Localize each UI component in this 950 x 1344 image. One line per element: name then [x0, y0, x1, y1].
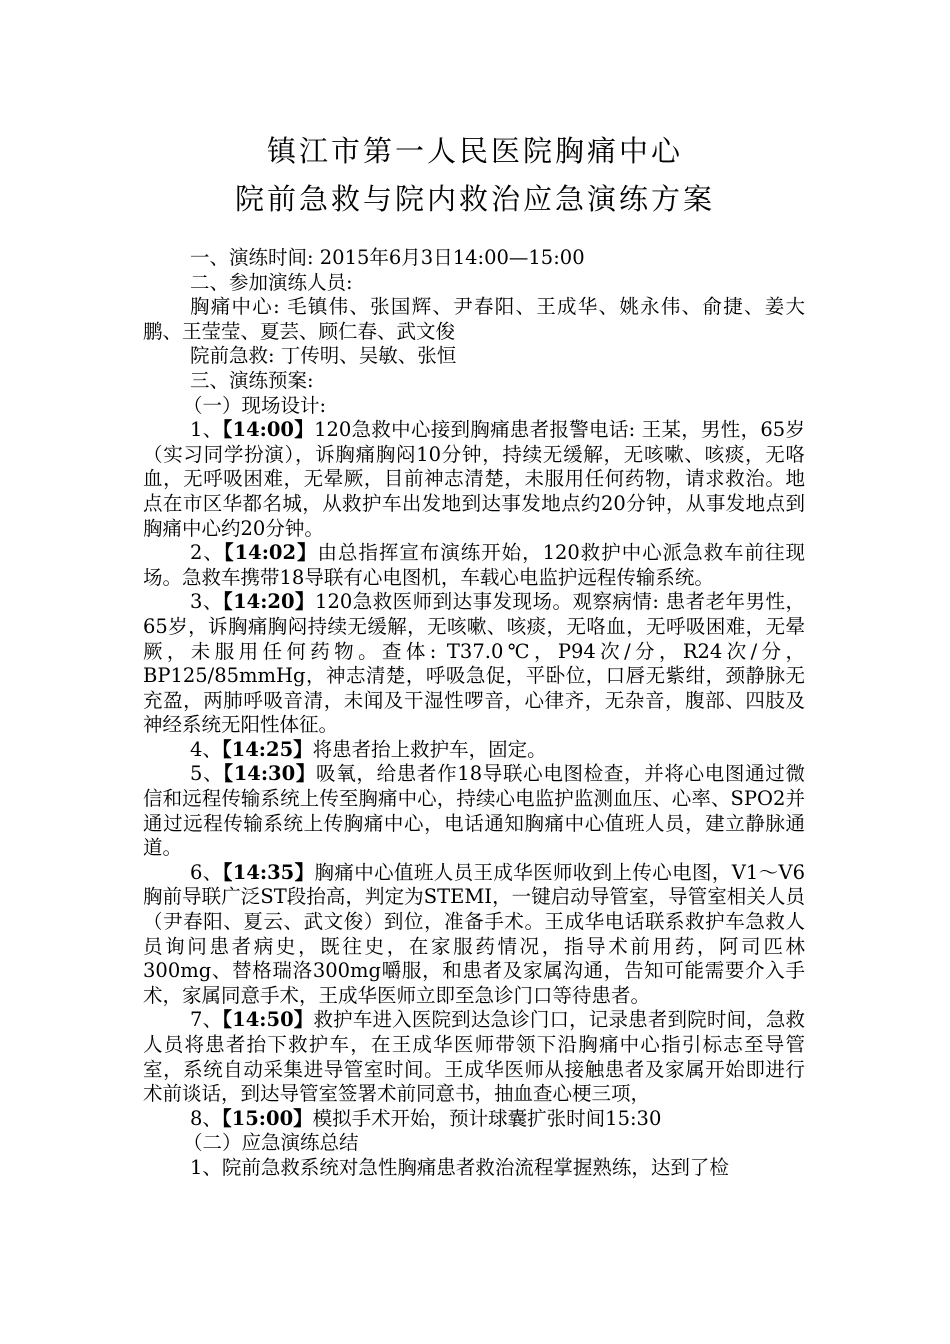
summary-item-1 — [143, 1156, 805, 1181]
step-text: 模拟手术开始，预计球囊扩张时间15:30 — [312, 1106, 662, 1130]
step-time: 【14:25】 — [221, 737, 313, 761]
step-number: 3、 — [190, 590, 223, 614]
participants-chest-pain-center: 胸痛中心: 毛镇伟、张国辉、尹春阳、王成华、姚永伟、俞捷、姜大鹏、王莹莹、夏芸、顾仁春、武文俊 — [143, 295, 805, 343]
step-number: 7、 — [190, 1008, 223, 1032]
step-time: 【14:20】 — [222, 590, 316, 614]
step-text: 由总指挥宣布演练开始，120救护中心派急救车前往现场。急救车携带18导联有心电图机，车载心电监护远程传输系统。 — [143, 541, 805, 589]
step-text: 吸氧，给患者作18导联心电图检查，并将心电图通过微信和远程传输系统上传至胸痛中心，持续心电监护监测血压、心率、SPO2并通过远程传输系统上传胸痛中心，电话通知胸痛中心值班人员，建立静脉通道。 — [143, 762, 805, 860]
section-participants: 二、参加演练人员: — [190, 270, 353, 294]
step-8 — [143, 1107, 805, 1132]
step-time: 【14:02】 — [223, 541, 318, 565]
step-text: 救护车进入医院到达急诊门口，记录患者到院时间，急救人员将患者抬下救护车，在王成华医师带领下沿胸痛中心指引标志至导管室，系统自动采集进导管室时间。王成华医师从接触患者及家属开始即进行术前谈话，到达导管室签署术前同意书，抽血查心梗三项， — [143, 1008, 805, 1106]
step-3 — [143, 590, 805, 738]
step-time: 【14:35】 — [222, 860, 315, 884]
step-time: 【14:50】 — [222, 1008, 314, 1032]
step-number: 1、 — [190, 418, 223, 442]
step-1 — [143, 418, 805, 541]
step-2 — [143, 541, 805, 590]
summary-number: 1、 — [190, 1155, 222, 1179]
document-title-line1: 镇江市第一人民医院胸痛中心 — [266, 134, 683, 168]
step-number: 6、 — [190, 860, 223, 884]
step-number: 4、 — [190, 737, 222, 761]
step-text: 120急救中心接到胸痛患者报警电话: 王某，男性，65岁（实习同学扮演），诉胸痛胸闷10分钟，持续无缓解，无咳嗽、咳痰，无咯血，无呼吸困难，无晕厥，目前神志清楚，未服用任何药物，请求救治。地点在市区华都名城，从救护车出发地到达事发地点约20分钟，从事发地点到胸痛中心约20分钟。 — [143, 418, 805, 540]
section-drill-time: 一、演练时间: 2015年6月3日14:00—15:00 — [190, 246, 585, 269]
participants-prehospital: 院前急救: 丁传明、吴敏、张恒 — [190, 344, 457, 368]
step-text: 120急救医师到达事发现场。观察病情: 患者老年男性，65岁，诉胸痛胸闷持续无缓解，无咳嗽、咳痰，无咯血，无呼吸困难，无晕厥，未服用任何药物。查体: T37.0℃，P94次/分，R24次/分，BP125/85mmHg，神志清楚，呼吸急促，平卧位，口唇无紫绀，颈静脉无充盈，两肺呼吸音清，未闻及干湿性啰音，心律齐，无杂音，腹部、四肢及神经系统无阳性体征。 — [143, 590, 805, 737]
step-number: 8、 — [190, 1106, 222, 1130]
step-6 — [143, 861, 805, 1009]
step-text: 胸痛中心值班人员王成华医师收到上传心电图，V1～V6胸前导联广泛ST段抬高，判定为STEMI，一键启动导管室，导管室相关人员（尹春阳、夏云、武文俊）到位，准备手术。王成华电话联系救护车急救人员询问患者病史，既往史，在家服药情况，指导术前用药，阿司匹林300mg、替格瑞洛300mg嚼服，和患者及家属沟通，告知可能需要介入手术，家属同意手术，王成华医师立即至急诊门口等待患者。 — [143, 860, 805, 1007]
section-drill-plan: 三、演练预案: — [190, 368, 314, 392]
step-text: 将患者抬上救护车，固定。 — [312, 737, 547, 761]
document-title-line2: 院前急救与院内救治应急演练方案 — [234, 182, 715, 216]
step-time: 【14:30】 — [223, 762, 317, 786]
step-5 — [143, 762, 805, 860]
step-4 — [143, 738, 805, 763]
step-time: 【14:00】 — [222, 418, 315, 442]
step-7 — [143, 1008, 805, 1106]
subsection-scene-design: （一）现场设计: — [183, 393, 327, 417]
document-body — [143, 246, 805, 1181]
summary-text: 院前急救系统对急性胸痛患者救治流程掌握熟练，达到了检 — [221, 1155, 729, 1179]
step-number: 5、 — [190, 762, 224, 786]
subsection-drill-summary: （二）应急演练总结 — [183, 1131, 359, 1155]
step-time: 【15:00】 — [221, 1106, 313, 1130]
step-number: 2、 — [190, 541, 224, 565]
